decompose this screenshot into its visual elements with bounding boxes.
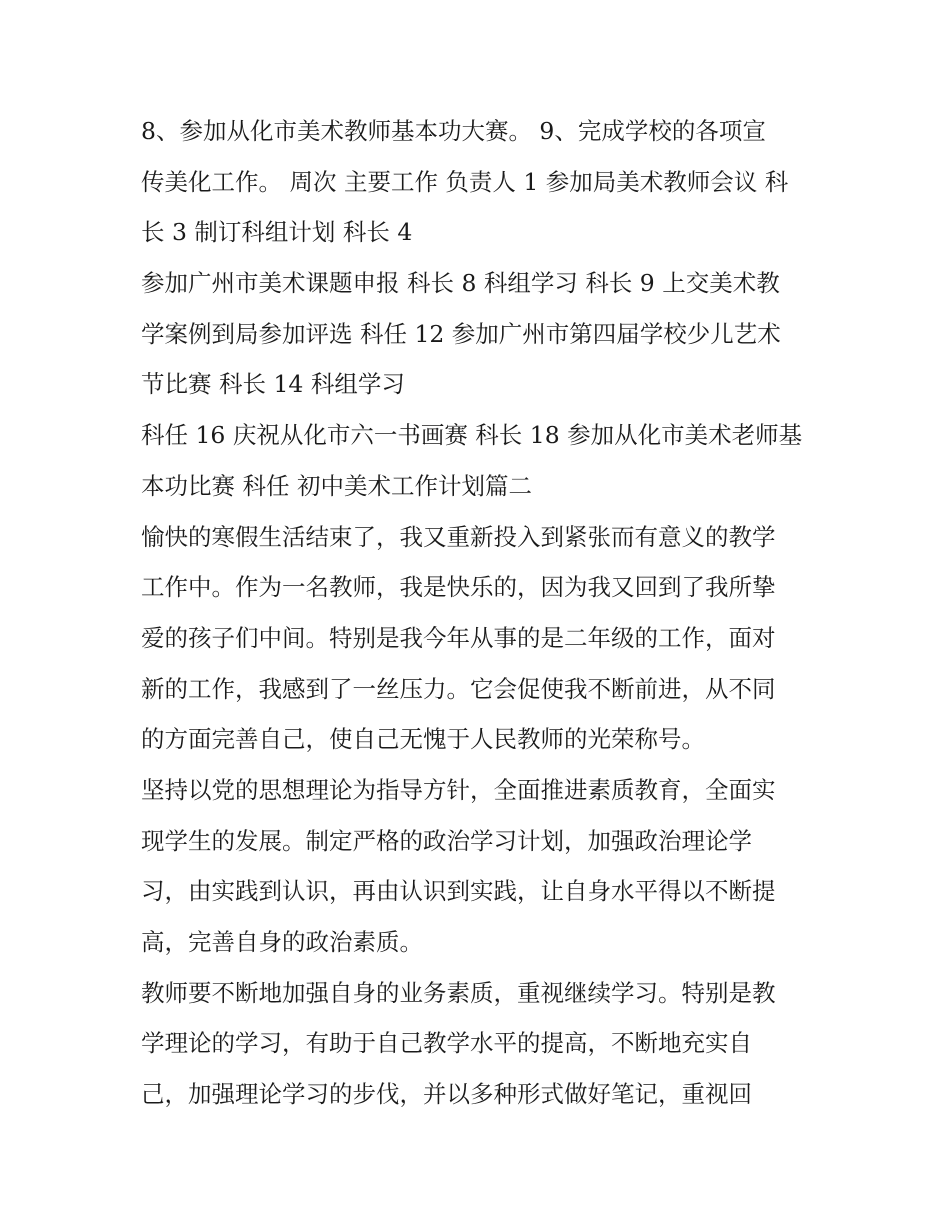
text-line: 长 3 制订科组计划 科长 4 — [141, 218, 413, 247]
text-line: 节比赛 科长 14 科组学习 — [141, 370, 405, 399]
text-line: 教师要不断地加强自身的业务素质，重视继续学习。特别是教 — [141, 978, 776, 1007]
text-line: 新的工作，我感到了一丝压力。它会促使我不断前进，从不同 — [141, 674, 776, 703]
text-line: 愉快的寒假生活结束了，我又重新投入到紧张而有意义的教学 — [141, 522, 776, 551]
text-line: 的方面完善自己，使自己无愧于人民教师的光荣称号。 — [141, 725, 705, 754]
text-line: 参加广州市美术课题申报 科长 8 科组学习 科长 9 上交美术教 — [141, 269, 780, 298]
text-line: 工作中。作为一名教师，我是快乐的，因为我又回到了我所挚 — [141, 573, 776, 602]
text-line: 8、参加从化市美术教师基本功大赛。 9、完成学校的各项宣 — [141, 117, 766, 145]
text-line: 学理论的学习，有助于自己教学水平的提高，不断地充实自 — [141, 1029, 752, 1058]
text-line: 习，由实践到认识，再由认识到实践，让自身水平得以不断提 — [141, 877, 776, 906]
text-line: 学案例到局参加评选 科任 12 参加广州市第四届学校少儿艺术 — [141, 319, 781, 348]
text-line: 科任 16 庆祝从化市六一书画赛 科长 18 参加从化市美术老师基 — [141, 421, 803, 450]
text-line: 传美化工作。 周次 主要工作 负责人 1 参加局美术教师会议 科 — [141, 167, 789, 196]
document-body — [141, 106, 821, 1120]
text-line: 本功比赛 科任 初中美术工作计划篇二 — [141, 471, 532, 500]
text-line: 高，完善自身的政治素质。 — [141, 928, 423, 956]
text-line: 己，加强理论学习的步伐，并以多种形式做好笔记，重视回 — [141, 1080, 752, 1109]
text-line: 爱的孩子们中间。特别是我今年从事的是二年级的工作，面对 — [141, 623, 776, 652]
text-line: 坚持以党的思想理论为指导方针，全面推进素质教育，全面实 — [141, 775, 776, 804]
text-line: 现学生的发展。制定严格的政治学习计划，加强政治理论学 — [141, 826, 752, 855]
